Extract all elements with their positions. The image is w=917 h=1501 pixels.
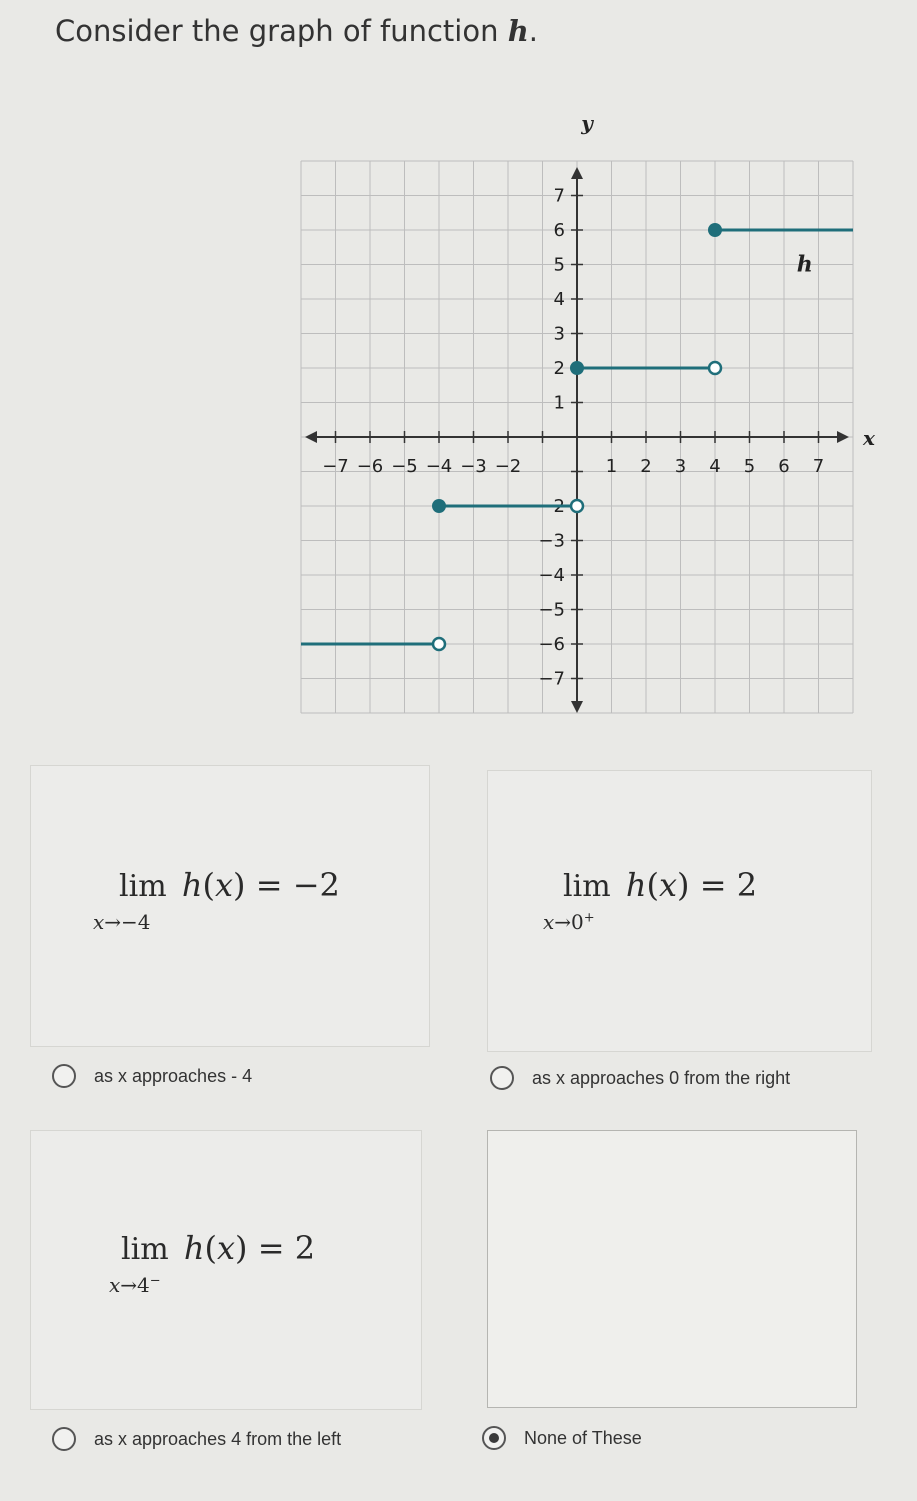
question-suffix: .	[528, 14, 539, 48]
function-graph	[300, 110, 875, 710]
lim-label: lim	[119, 869, 167, 904]
y-tick-label: 5	[553, 254, 565, 276]
limit-expression-1	[93, 866, 340, 934]
none-of-these-card[interactable]	[487, 1130, 857, 1408]
y-tick-label: 2	[553, 358, 565, 379]
y-tick-label: 4	[553, 289, 565, 310]
choice-as-x-approaches-0-right[interactable]	[490, 1066, 790, 1090]
limit-subscript: x→0+	[543, 910, 595, 934]
radio-dot	[489, 1433, 499, 1443]
open-endpoint	[571, 500, 583, 512]
limit-card-1[interactable]	[30, 765, 430, 1047]
open-endpoint	[709, 362, 721, 374]
y-tick-label: −2	[538, 496, 565, 517]
limit-subscript: x→−4	[93, 910, 151, 934]
y-tick-label: −6	[538, 634, 565, 655]
choice-as-x-approaches-neg4[interactable]	[52, 1064, 252, 1088]
choice-as-x-approaches-4-left[interactable]	[52, 1427, 341, 1451]
y-axis-label: y	[581, 111, 593, 135]
y-tick-label: −7	[538, 668, 565, 690]
limit-expression-2	[543, 866, 758, 934]
x-tick-label: 3	[674, 456, 687, 477]
function-expression: h(x) = 2	[183, 1229, 316, 1267]
limit-card-3[interactable]	[30, 1130, 422, 1410]
x-tick-label: −6	[356, 456, 384, 477]
function-name: h	[507, 14, 529, 48]
y-tick-label: 7	[553, 185, 565, 207]
x-axis-arrow-left	[305, 431, 317, 443]
x-tick-label: 7	[812, 456, 825, 477]
choice-label: None of These	[524, 1427, 642, 1448]
question-title	[55, 14, 538, 48]
y-tick-label: −5	[538, 599, 565, 621]
x-tick-label: −2	[494, 456, 522, 477]
function-expression: h(x) = −2	[181, 866, 340, 904]
lim-label: lim	[563, 869, 611, 904]
x-tick-label: −3	[460, 456, 487, 477]
function-expression: h(x) = 2	[625, 866, 758, 904]
radio-button-selected[interactable]	[482, 1426, 506, 1450]
x-tick-label: −7	[322, 456, 349, 477]
radio-button[interactable]	[490, 1066, 514, 1090]
choice-none-of-these[interactable]	[482, 1426, 642, 1450]
curve-label: h	[796, 251, 813, 278]
choice-label: as x approaches 4 from the left	[94, 1428, 342, 1449]
y-tick-label: −4	[538, 565, 565, 586]
choice-label: as x approaches 0 from the right	[532, 1067, 791, 1088]
x-tick-label: 2	[640, 456, 652, 477]
radio-button[interactable]	[52, 1427, 76, 1451]
choice-label: as x approaches - 4	[94, 1065, 253, 1086]
x-tick-label: 4	[709, 456, 721, 477]
x-axis-arrow-right	[837, 431, 849, 443]
open-endpoint	[433, 638, 445, 650]
closed-endpoint	[432, 499, 446, 513]
x-tick-label: 5	[743, 456, 756, 477]
closed-endpoint	[708, 223, 722, 237]
y-tick-label: 3	[553, 323, 565, 345]
y-tick-label: −3	[538, 530, 565, 552]
x-tick-label: −5	[391, 456, 418, 477]
x-axis-label: x	[863, 426, 875, 450]
x-tick-label: −4	[425, 456, 453, 477]
closed-endpoint	[570, 361, 584, 375]
y-tick-label: 6	[553, 220, 565, 241]
y-tick-label: 1	[553, 392, 565, 414]
y-axis-arrow-up	[571, 167, 583, 179]
radio-button[interactable]	[52, 1064, 76, 1088]
lim-label: lim	[121, 1232, 169, 1267]
x-tick-label: 6	[778, 456, 790, 477]
y-axis-arrow-down	[571, 701, 583, 713]
limit-subscript: x→4−	[109, 1273, 161, 1297]
x-tick-label: 1	[605, 456, 618, 477]
question-prefix: Consider the graph of function	[55, 14, 508, 48]
limit-card-2[interactable]	[487, 770, 872, 1052]
limit-expression-3	[109, 1229, 316, 1297]
